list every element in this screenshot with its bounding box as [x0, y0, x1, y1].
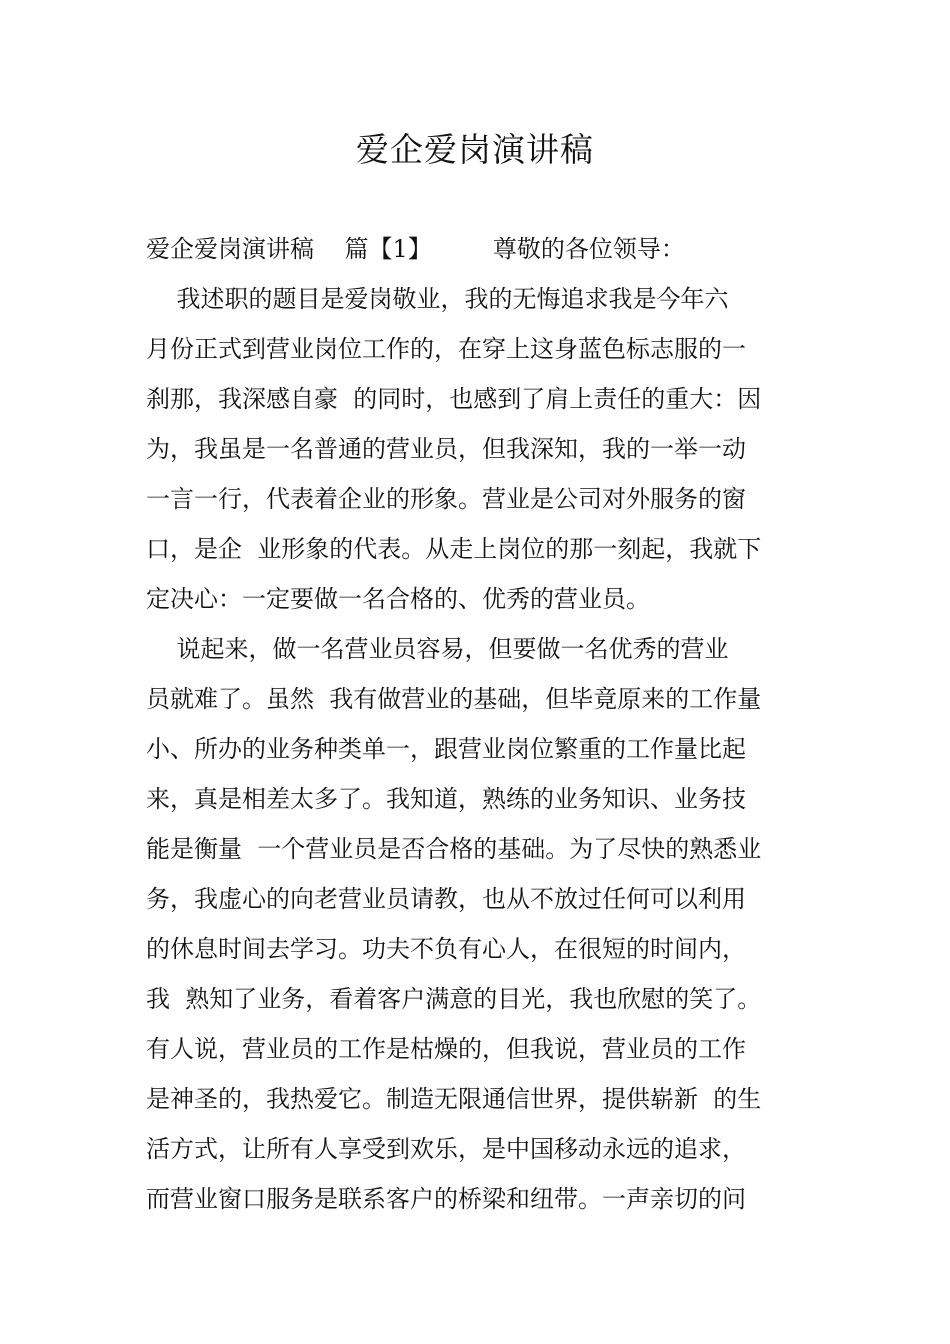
text-line: 爱企爱岗演讲稿 篇【1】 尊敬的各位领导：	[146, 235, 685, 263]
text-line: 我述职的题目是爱岗敬业，我的无悔追求我是今年六	[146, 285, 729, 313]
text-line: 小、所办的业务种类单一，跟营业岗位繁重的工作量比起	[146, 735, 746, 763]
document-body	[146, 224, 806, 1224]
text-line: 是神圣的，我热爱它。制造无限通信世界，提供崭新 的生	[146, 1085, 762, 1113]
text-line: 而营业窗口服务是联系客户的桥梁和纽带。一声亲切的问	[146, 1185, 746, 1213]
text-line: 定决心：一定要做一名合格的、优秀的营业员。	[146, 585, 650, 613]
text-line: 口，是企 业形象的代表。从走上岗位的那一刻起，我就下	[146, 535, 762, 563]
text-line: 为，我虽是一名普通的营业员，但我深知，我的一举一动	[146, 435, 746, 463]
text-line: 一言一行，代表着企业的形象。营业是公司对外服务的窗	[146, 485, 746, 513]
text-line: 能是衡量 一个营业员是否合格的基础。为了尽快的熟悉业	[146, 835, 762, 863]
text-line: 务，我虚心的向老营业员请教，也从不放过任何可以利用	[146, 885, 746, 913]
text-line: 说起来，做一名营业员容易，但要做一名优秀的营业	[146, 635, 729, 663]
text-line: 刹那，我深感自豪 的同时，也感到了肩上责任的重大：因	[146, 385, 762, 413]
text-line: 活方式，让所有人享受到欢乐，是中国移动永远的追求，	[146, 1135, 746, 1163]
text-line: 来，真是相差太多了。我知道，熟练的业务知识、业务技	[146, 785, 746, 813]
document-title: 爱企爱岗演讲稿	[356, 130, 594, 169]
text-line: 员就难了。虽然 我有做营业的基础，但毕竟原来的工作量	[146, 685, 762, 713]
text-line: 我 熟知了业务，看着客户满意的目光，我也欣慰的笑了。	[146, 985, 762, 1013]
text-line: 月份正式到营业岗位工作的，在穿上这身蓝色标志服的一	[146, 335, 746, 363]
text-line: 的休息时间去学习。功夫不负有心人，在很短的时间内，	[146, 935, 746, 963]
text-line: 有人说，营业员的工作是枯燥的，但我说，营业员的工作	[146, 1035, 746, 1063]
